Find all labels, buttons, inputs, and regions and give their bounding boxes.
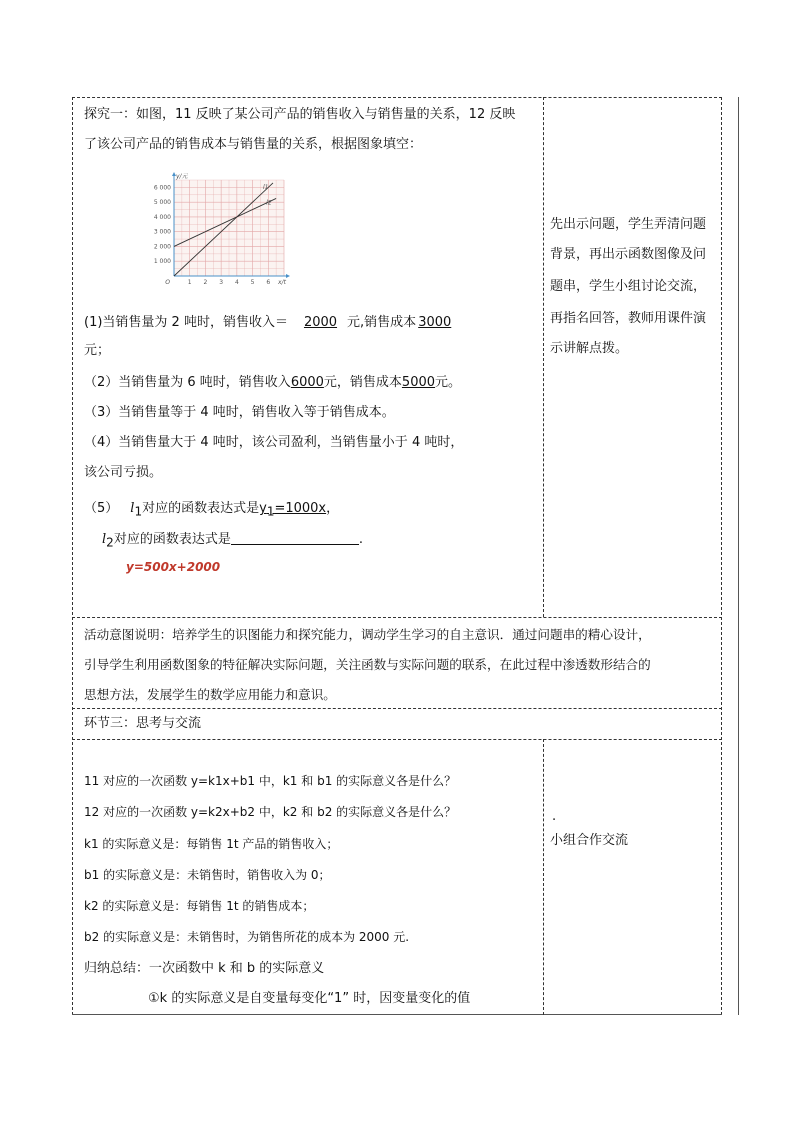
l2-subscript: 2 [106,535,114,550]
s3-line-1: 11 对应的一次函数 y=k1x+b1 中，k1 和 b1 的实际意义各是什么？ [84,774,457,788]
intro-line-2: 了该公司产品的销售成本与销售量的关系，根据图象填空： [84,137,423,152]
chart-y-tick-label: 4 000 [153,213,171,221]
sales-chart [140,168,292,290]
column-divider-1 [543,97,544,617]
s3-right-dot: . [552,809,557,824]
frame-bottom [72,1014,722,1015]
note-line-2: 背景，再出示函数图像及问 [550,247,707,262]
row-divider-1 [72,617,722,618]
row-divider-3 [72,739,722,740]
l1-expression: =1000x [274,501,327,516]
chart-origin-label: O [165,279,170,286]
s3-line-4: b1 的实际意义是：未销售时，销售收入为 0； [84,868,331,882]
chart-x-tick-label: 5 [250,279,255,286]
y1-subscript: 1 [266,504,275,519]
frame-left [72,97,73,1015]
note-line-1: 先出示问题，学生弄清问题 [550,217,707,232]
chart-y-tick-label: 2 000 [153,243,171,251]
question-1-line-2: 元； [84,343,111,358]
question-2 [84,374,461,392]
chart-y-tick-label: 3 000 [153,228,171,236]
chart-x-tick-label: 6 [266,279,271,286]
chart-x-tick-label: 1 [187,279,192,286]
chart-y-tick-label: 1 000 [153,258,171,266]
chart-y-tick-label: 5 000 [153,199,171,207]
chart-x-tick-label: 3 [219,279,224,286]
question-5-line-2 [102,530,363,552]
intent-line-2: 引导学生利用函数图象的特征解决实际问题，关注函数与实际问题的联系，在此过程中渗透数形结合的 [84,657,651,672]
answer-blank[interactable] [231,530,359,545]
s3-line-2: 12 对应的一次函数 y=k2x+b2 中，k2 和 b2 的实际意义各是什么？ [84,805,457,819]
s3-line-5: k2 的实际意义是：每销售 1t 的销售成本； [84,899,315,913]
q1-cost-value: 3000 [418,315,452,330]
s3-line-6: b2 的实际意义是：未销售时，为销售所花的成本为 2000 元. [84,930,410,944]
chart-x-arrow [286,274,290,278]
chart-series-label-l2: l2 [266,199,272,207]
s3-summary-point-1: ①k 的实际意义是自变量每变化“1” 时，因变量变化的值 [148,991,471,1006]
l1-subscript: 1 [134,504,143,519]
s3-summary-title: 归纳总结：一次函数中 k 和 b 的实际意义 [84,961,325,976]
q5-number: （5） [84,501,119,516]
chart-y-tick-label: 6 000 [153,184,171,192]
s3-right-note: 小组合作交流 [550,833,629,848]
question-4-line-1: （4）当销售量大于 4 吨时，该公司盈利，当销售量小于 4 吨时， [84,435,464,450]
question-4-line-2: 该公司亏损。 [84,465,163,480]
question-5-line-1 [84,500,339,521]
chart-x-tick-label: 2 [203,279,208,286]
q5-text-1: 对应的函数表达式是 [142,501,260,516]
q5-text-2: 对应的函数表达式是 [113,532,231,547]
column-divider-2 [543,739,544,1015]
intro-line-1: 探究一：如图，11 反映了某公司产品的销售收入与销售量的关系，12 反映 [84,107,516,122]
note-line-3: 题串，学生小组讨论交流， [550,279,707,294]
q5-comma: ， [326,501,340,516]
question-3: （3）当销售量等于 4 吨时，销售收入等于销售成本。 [84,405,395,420]
q1-label-cost: 元,销售成本 [347,315,417,330]
s3-line-3: k1 的实际意义是：每销售 1t 产品的销售收入； [84,837,339,851]
q2-cost-value: 5000 [401,375,436,390]
chart-series-label-l1: l1 [263,183,269,191]
note-line-4: 再指名回答，教师用课件演 [550,311,707,326]
chart-x-label: x/t [278,279,286,286]
q1-label: (1)当销售量为 2 吨时，销售收入＝ [84,315,288,330]
l1-symbol: l [130,501,135,516]
q1-revenue-value: 2000 [303,315,338,330]
chart-y-label: y/元 [176,173,188,180]
q2-end: 元。 [435,375,462,390]
q5-period: . [358,532,363,547]
answer-l2-expression: y=500x+2000 [126,560,221,574]
section-3-title: 环节三：思考与交流 [84,716,202,731]
q2-label-cost: 元，销售成本 [323,375,402,390]
chart-x-tick-label: 4 [234,279,239,286]
q2-label: （2）当销售量为 6 吨时，销售收入 [84,375,291,390]
y1-symbol: y [259,501,267,516]
frame-top [72,97,722,98]
frame-right [721,97,722,1015]
note-line-5: 示讲解点拨。 [550,341,629,356]
intent-line-1: 活动意图说明：培养学生的识图能力和探究能力，调动学生学习的自主意识．通过问题串的精心设计， [84,627,651,642]
row-divider-2 [72,708,722,709]
q2-revenue-value: 6000 [290,375,324,390]
question-1-line-1 [84,314,455,332]
intent-line-3: 思想方法，发展学生的数学应用能力和意识。 [84,687,336,702]
l2-symbol: l [102,532,107,547]
frame-outer-right [738,97,739,1015]
